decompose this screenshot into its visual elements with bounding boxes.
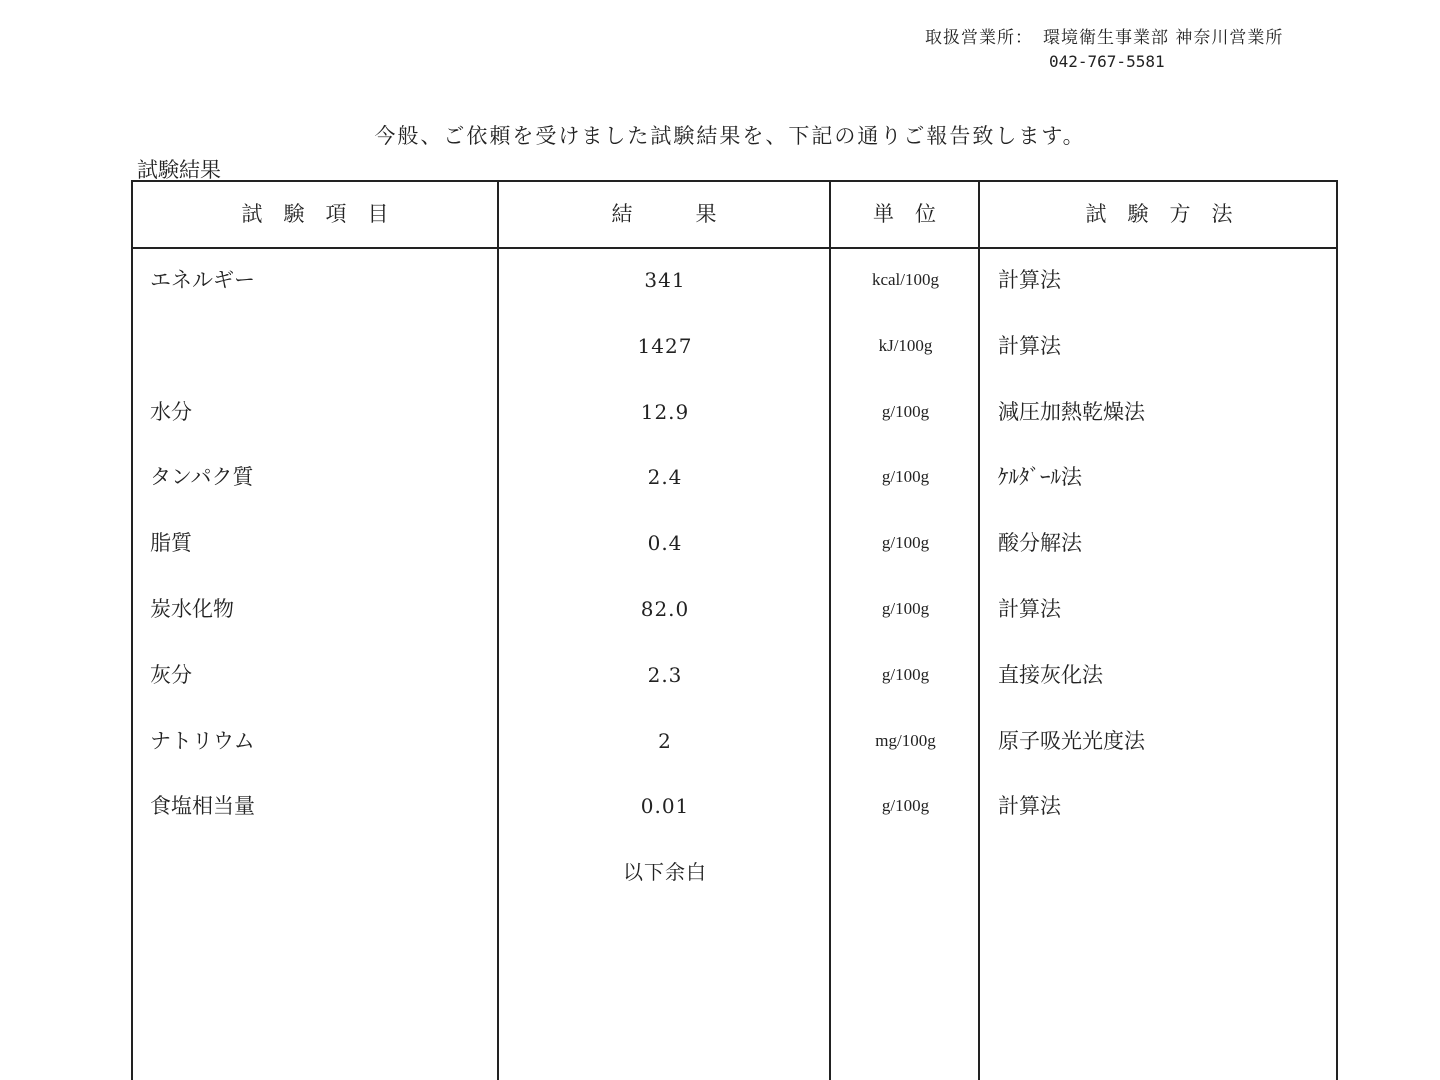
table-row — [133, 589, 1336, 629]
section-title: 試験結果 — [137, 158, 221, 182]
table-cell-item: 食塩相当量 — [150, 794, 255, 819]
table-row — [133, 655, 1336, 695]
table-cell-result: 1427 — [637, 333, 693, 358]
table-cell-method: 減圧加熱乾燥法 — [998, 399, 1145, 424]
office-name: 環境衛生事業部 神奈川営業所 — [1043, 28, 1284, 48]
office-label: 取扱営業所： — [925, 28, 1033, 48]
table-row — [133, 392, 1336, 432]
table-cell-method: ｹﾙﾀﾞｰﾙ法 — [998, 465, 1082, 490]
header-unit: 単 位 — [873, 202, 936, 226]
header-method: 試 験 方 法 — [1085, 202, 1233, 226]
table-cell-item: 脂質 — [150, 531, 192, 556]
table-cell-result: 2.3 — [647, 662, 683, 687]
column-divider — [497, 182, 499, 1080]
table-row — [133, 721, 1336, 761]
table-row — [133, 786, 1336, 826]
table-cell-result: 12.9 — [640, 399, 690, 424]
table-cell-method: 原子吸光光度法 — [998, 728, 1145, 753]
table-cell-method: 直接灰化法 — [998, 662, 1103, 687]
results-table — [131, 180, 1338, 1080]
table-cell-unit: g/100g — [881, 467, 930, 487]
table-cell-method: 計算法 — [998, 333, 1061, 358]
table-cell-method: 計算法 — [998, 597, 1061, 621]
intro-text: 今般、ご依頼を受けました試験結果を、下記の通りご報告致します。 — [374, 124, 1086, 148]
table-row — [133, 326, 1336, 366]
table-cell-item: 水分 — [150, 399, 192, 424]
table-cell-unit: g/100g — [881, 533, 930, 553]
table-cell-unit: g/100g — [881, 599, 930, 618]
table-row — [133, 523, 1336, 563]
table-cell-unit: g/100g — [881, 796, 930, 816]
column-divider — [978, 182, 980, 1080]
table-cell-unit: kcal/100g — [871, 270, 940, 289]
column-divider — [829, 182, 831, 1080]
header-divider — [133, 247, 1336, 249]
table-cell-method: 酸分解法 — [998, 531, 1082, 556]
table-cell-result: 以下余白 — [623, 860, 707, 885]
table-cell-item: 灰分 — [150, 662, 192, 687]
table-cell-unit: g/100g — [881, 401, 930, 421]
table-row — [133, 852, 1336, 892]
table-cell-unit: mg/100g — [875, 730, 936, 750]
header-item: 試 験 項 目 — [241, 202, 389, 226]
table-cell-result: 2 — [658, 728, 672, 753]
office-phone: 042-767-5581 — [1049, 52, 1165, 71]
table-cell-result: 82.0 — [640, 597, 690, 621]
table-cell-item: ナトリウム — [150, 728, 255, 753]
office-info — [925, 26, 1284, 71]
table-cell-result: 341 — [644, 268, 686, 292]
table-cell-method: 計算法 — [998, 794, 1061, 819]
header-result: 結 果 — [611, 202, 717, 226]
table-cell-item: 炭水化物 — [150, 597, 234, 621]
table-cell-unit: g/100g — [881, 664, 930, 684]
table-cell-result: 0.4 — [647, 531, 683, 556]
table-row — [133, 260, 1336, 300]
table-cell-result: 0.01 — [640, 794, 690, 819]
table-cell-method: 計算法 — [998, 268, 1061, 292]
table-cell-item: タンパク質 — [150, 465, 254, 490]
table-cell-item: エネルギー — [150, 268, 255, 292]
table-row — [133, 457, 1336, 497]
table-cell-unit: kJ/100g — [878, 335, 933, 355]
table-cell-result: 2.4 — [647, 465, 683, 490]
